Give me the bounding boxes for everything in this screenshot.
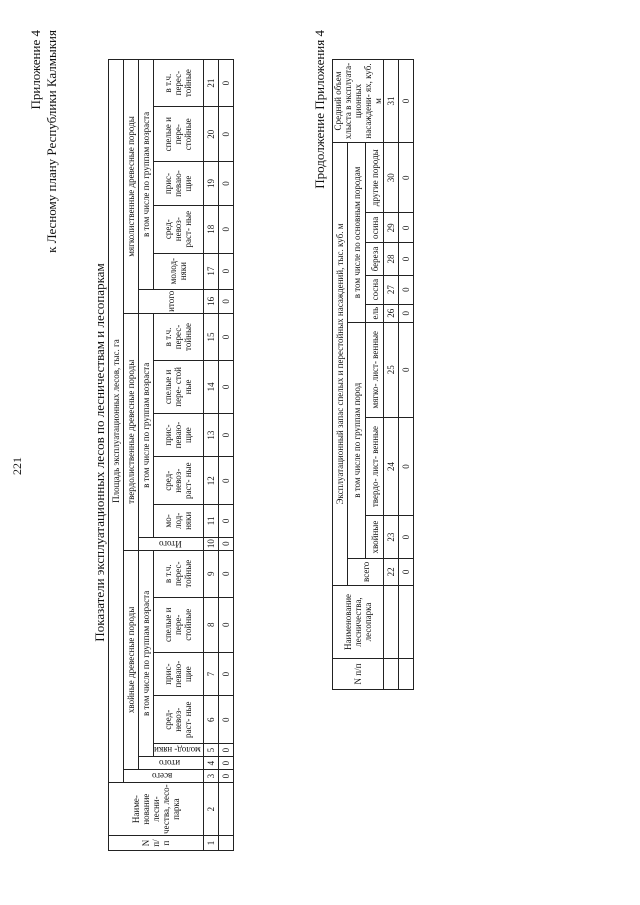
t2-h-pine: сосна	[366, 275, 384, 304]
t1-colnum: 16	[203, 289, 218, 313]
t2-colnum: 31	[384, 60, 399, 143]
t1-h-softwood: мягколиственные древесные породы	[124, 60, 139, 314]
t1-colnum: 11	[203, 505, 218, 538]
t2-colnum: 23	[384, 516, 399, 558]
t2-colnum: 29	[384, 213, 399, 243]
t1-h-maturing-3: прис- певаю- щие	[154, 162, 204, 206]
t1-colnum: 13	[203, 413, 218, 457]
t2-cell-empty	[399, 659, 414, 690]
t1-h-hardwood-byage: в том числе по группам возраста	[139, 313, 154, 537]
t2-cell: 0	[399, 143, 414, 213]
t2-colnum: 22	[384, 558, 399, 585]
t2-cell: 0	[399, 304, 414, 322]
t2-colnum: 25	[384, 322, 399, 417]
t1-colnum: 6	[203, 696, 218, 744]
t1-colnum: 7	[203, 652, 218, 696]
t1-h-mid-1: сред- невоз- раст- ные	[154, 696, 204, 744]
t1-h-mid-3: сред- невоз- раст- ные	[154, 205, 204, 253]
t2-colnum: 27	[384, 275, 399, 304]
t1-cell: 0	[218, 744, 233, 757]
t2-h-num: N п/п	[333, 659, 384, 690]
t1-colnum: 20	[203, 107, 218, 162]
t2-h-softwood: мягко- лист- венные	[366, 322, 384, 417]
t2-cell: 0	[399, 322, 414, 417]
appendix-line-2: к Лесному плану Республики Калмыкия	[44, 30, 59, 253]
t1-h-young-1: молод- няки	[154, 744, 204, 757]
t2-cell: 0	[399, 417, 414, 516]
t2-cell: 0	[399, 558, 414, 585]
t1-cell: 0	[218, 60, 233, 107]
table-row	[218, 60, 233, 851]
t2-colnum: 30	[384, 143, 399, 213]
t1-h-maturing-2: прис- певаю- щие	[154, 413, 204, 457]
t1-cell: 0	[218, 537, 233, 550]
t1-h-over-3: в т.ч. перес- тойные	[154, 60, 204, 107]
t2-h-conifer: хвойные	[366, 516, 384, 558]
page-number: 221	[10, 457, 24, 475]
t1-h-young-2: мо- лод- няки	[154, 505, 204, 538]
exploitation-area-table	[108, 59, 234, 851]
t1-h-name: Наиме- нование лесни- чества, лесо- парка	[109, 783, 204, 836]
t2-colnum: 24	[384, 417, 399, 516]
t1-colnum: 15	[203, 313, 218, 360]
t2-h-bygroups: в том числе по группам пород	[348, 322, 366, 558]
t2-h-stock: Эксплуатационный запас спелых и перестойных насаждений, тыс. куб. м	[333, 143, 348, 586]
t2-colnum: 28	[384, 243, 399, 275]
t1-colnum: 2	[203, 783, 218, 836]
t1-colnum: 21	[203, 60, 218, 107]
t1-cell: 0	[218, 289, 233, 313]
table-row	[399, 60, 414, 690]
t1-cell	[218, 836, 233, 851]
t1-cell: 0	[218, 770, 233, 783]
t1-h-hardwood: твердолиственные древесные породы	[124, 313, 139, 550]
t1-colnum: 5	[203, 744, 218, 757]
t1-colnum: 10	[203, 537, 218, 550]
t1-colnum: 18	[203, 205, 218, 253]
t1-h-conifer-byage: в том числе по группам возраста	[139, 550, 154, 756]
t1-h-young-3: молод- няки	[154, 253, 204, 289]
t1-colnum: 14	[203, 361, 218, 414]
t1-cell: 0	[218, 505, 233, 538]
t2-h-name: Наименование лесничества, лесопарка	[333, 586, 384, 659]
t1-h-mature-1: спелые и пере- стойные	[154, 597, 204, 652]
t1-column-numbers	[203, 60, 218, 851]
t1-cell: 0	[218, 757, 233, 770]
t1-cell: 0	[218, 550, 233, 597]
t1-cell: 0	[218, 652, 233, 696]
t2-cell: 0	[399, 275, 414, 304]
t1-h-hardwood-itogo: Итого	[139, 537, 204, 550]
t1-h-softwood-byage: в том числе по группам возраста	[139, 60, 154, 290]
t1-h-area: Площадь эксплуатационных лесов, тыс. га	[109, 60, 124, 783]
t2-h-spruce: ель	[366, 304, 384, 322]
t2-cell: 0	[399, 516, 414, 558]
continuation-title: Продолжение Приложения 4	[312, 30, 327, 189]
t1-colnum: 1	[203, 836, 218, 851]
t1-cell: 0	[218, 205, 233, 253]
t1-h-mature-2: спелые и пере- стой ные	[154, 361, 204, 414]
t1-colnum: 3	[203, 770, 218, 783]
t1-colnum: 8	[203, 597, 218, 652]
t1-cell: 0	[218, 253, 233, 289]
appendix-heading	[28, 30, 60, 253]
t2-h-avg: Средний объем хлыста в эксплуата- ционных насаждени- ях, куб. м	[333, 60, 384, 143]
t2-cell: 0	[399, 60, 414, 143]
t2-cell: 0	[399, 213, 414, 243]
t2-colnum-empty	[384, 586, 399, 659]
t2-colnum: 26	[384, 304, 399, 322]
t2-cell: 0	[399, 243, 414, 275]
t2-column-numbers	[384, 60, 399, 690]
t1-cell: 0	[218, 313, 233, 360]
t1-colnum: 19	[203, 162, 218, 206]
t1-cell	[218, 783, 233, 836]
t1-cell: 0	[218, 696, 233, 744]
t1-h-softwood-itogo: итого	[139, 289, 204, 313]
t2-h-bymain: в том числе по основным породам	[348, 143, 366, 323]
t1-colnum: 17	[203, 253, 218, 289]
t1-cell: 0	[218, 413, 233, 457]
exploitation-stock-table	[332, 59, 414, 690]
t2-h-other: другие породы	[366, 143, 384, 213]
t2-h-aspen: осина	[366, 213, 384, 243]
table1-title: Показатели эксплуатационных лесов по лесничествам и лесопаркам	[92, 263, 107, 642]
t2-h-birch: береза	[366, 243, 384, 275]
t1-h-num: N п/п	[109, 836, 204, 851]
t1-cell: 0	[218, 107, 233, 162]
t1-cell: 0	[218, 457, 233, 505]
t2-cell-empty	[399, 586, 414, 659]
t1-cell: 0	[218, 361, 233, 414]
t1-cell: 0	[218, 162, 233, 206]
t1-cell: 0	[218, 597, 233, 652]
appendix-line-1: Приложение 4	[28, 30, 43, 110]
t1-h-conifer-itogo: итого	[139, 757, 204, 770]
t1-colnum: 4	[203, 757, 218, 770]
t1-h-conifer: хвойные древесные породы	[124, 550, 139, 769]
t1-h-mid-2: сред- невоз- раст- ные	[154, 457, 204, 505]
t1-h-mature-3: спелые и пере- стойные	[154, 107, 204, 162]
t2-h-hardwood: твердо- лист- венные	[366, 417, 384, 516]
t2-colnum-empty	[384, 659, 399, 690]
t1-h-total: всего	[124, 770, 204, 783]
t2-h-total: всего	[348, 558, 384, 585]
t1-h-maturing-1: прис- певаю- щие	[154, 652, 204, 696]
t1-h-over-1: в т.ч. перес- тойные	[154, 550, 204, 597]
t1-h-over-2: в т.ч. перес- тойные	[154, 313, 204, 360]
t1-colnum: 12	[203, 457, 218, 505]
t1-colnum: 9	[203, 550, 218, 597]
